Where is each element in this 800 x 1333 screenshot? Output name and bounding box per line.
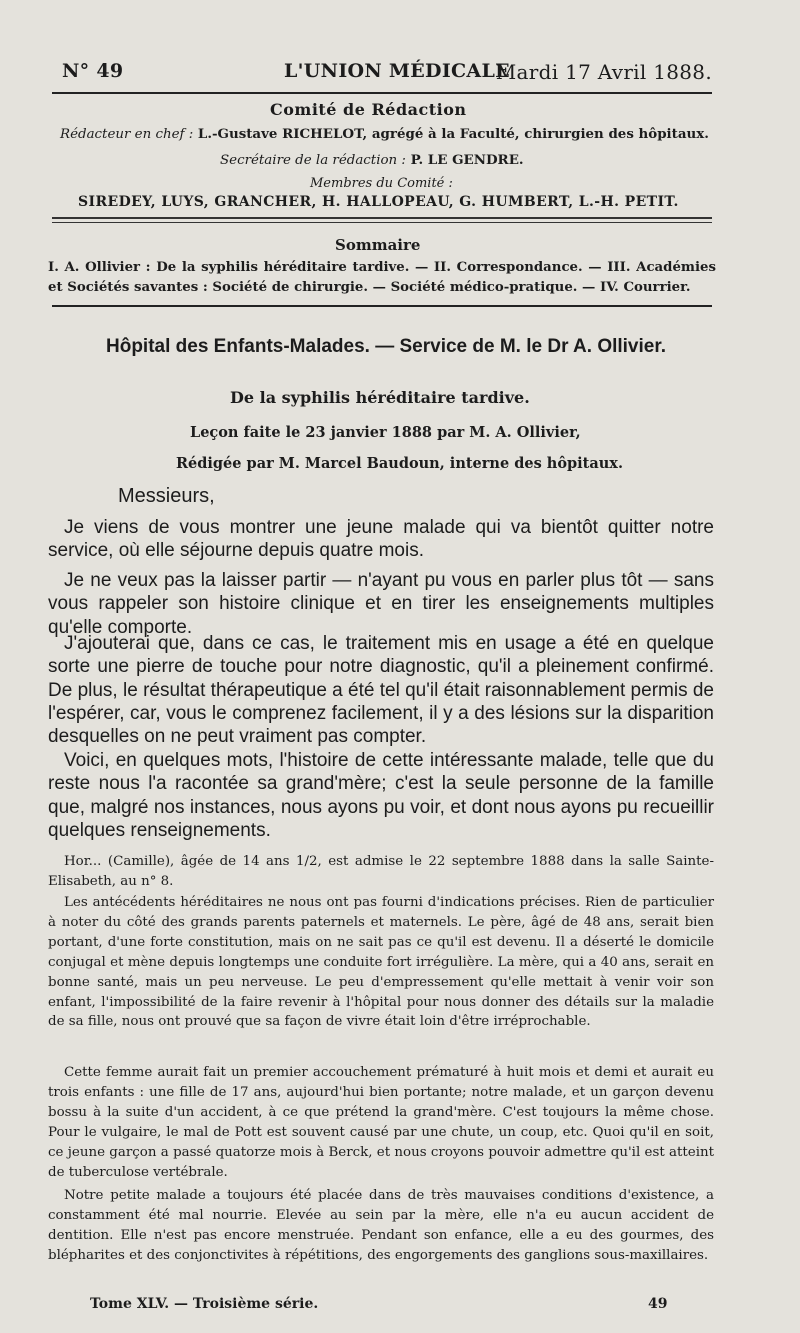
committee-title: Comité de Rédaction: [270, 100, 467, 119]
chief-editor-line: [60, 126, 709, 142]
case-paragraph: Cette femme aurait fait un premier accouchement prématuré à huit mois et demi et aurait eu trois enfants : une fille de 17 ans, aujourd'hui bien portante; notre malade, et un garçon devenu bossu à la suite d'un accident, à ce que prétend la grand'mère. C'est toujours la même chose. Pour le vulgaire, le mal de Pott est souvent causé par une chute, un coup, etc. Quoi qu'il en soit, ce jeune garçon a passé quatorze mois à Berck, et nous croyons pouvoir admettre qu'il est atteint de tuberculose vertébrale.: [48, 1065, 714, 1180]
contents-title: Sommaire: [335, 236, 421, 254]
members-list: SIREDEY, LUYS, GRANCHER, H. HALLOPEAU, G. HUMBERT, L.-H. PETIT.: [78, 194, 679, 210]
header-rule: [52, 92, 712, 94]
case-paragraph: Hor... (Camille), âgée de 14 ans 1/2, est admise le 22 septembre 1888 dans la salle Sainte-Elisabeth, au n° 8.: [48, 854, 714, 889]
secretary-label: Secrétaire de la rédaction :: [220, 153, 406, 168]
salutation: Messieurs,: [118, 485, 215, 507]
chief-label: Rédacteur en chef :: [60, 127, 194, 142]
committee-rule-thick: [52, 217, 712, 219]
committee-rule-thin: [52, 222, 712, 223]
contents-text: I. A. Ollivier : De la syphilis héréditaire tardive. — II. Correspondance. — III. Académies et Sociétés savantes : Société de chirurgie. — Société médico-pratique. — IV. Courrier.: [48, 260, 716, 295]
contents-rule: [52, 305, 712, 307]
service-heading: Hôpital des Enfants-Malades. — Service de M. le Dr A. Ollivier.: [106, 336, 666, 357]
body-paragraph: Je ne veux pas la laisser partir — n'ayant pu vous en parler plus tôt — sans vous rappeler son histoire clinique et en tirer les enseignements multiples qu'elle comporte.: [48, 570, 714, 638]
volume-footer: Tome XLV. — Troisième série.: [90, 1296, 319, 1312]
body-paragraph: J'ajouterai que, dans ce cas, le traitement mis en usage a été en quelque sorte une pierre de touche pour notre diagnostic, qu'il a pleinement confirmé. De plus, le résultat thérapeutique a été tel qu'il était raisonnablement permis de l'espérer, car, vous le comprenez facilement, il y a des lésions sur la disparition desquelles on ne peut vraiment pas compter.: [48, 633, 714, 748]
body-paragraph: Voici, en quelques mots, l'histoire de cette intéressante malade, telle que du reste nous l'a racontée sa grand'mère; c'est la seule personne de la famille que, malgré nos instances, nous ayons pu voir, et dont nous ayons pu recueillir quelques renseignements.: [48, 750, 714, 841]
journal-title: L'UNION MÉDICALE: [284, 60, 510, 82]
secretary-text: P. LE GENDRE.: [410, 152, 524, 168]
secretary-line: [220, 152, 524, 168]
members-label: Membres du Comité :: [310, 176, 453, 191]
issue-number: N° 49: [62, 60, 124, 82]
running-header: [62, 60, 712, 92]
author-line: Rédigée par M. Marcel Baudoun, interne des hôpitaux.: [176, 455, 624, 472]
body-paragraph: Je viens de vous montrer une jeune malade qui va bientôt quitter notre service, où elle séjourne depuis quatre mois.: [48, 517, 714, 562]
case-paragraph: Notre petite malade a toujours été placée dans de très mauvaises conditions d'existence, a constamment été mal nourrie. Elevée au sein par la mère, elle n'a eu aucun accident de dentition. Elle n'est pas encore menstruée. Pendant son enfance, elle a eu des gourmes, des blépharites et des conjonctivites à répétitions, des engorgements des ganglions sous-maxillaires.: [48, 1188, 714, 1263]
lecture-line: Leçon faite le 23 janvier 1888 par M. A. Ollivier,: [190, 424, 581, 441]
article-title: De la syphilis héréditaire tardive.: [230, 388, 530, 407]
chief-text: L.-Gustave RICHELOT, agrégé à la Faculté, chirurgien des hôpitaux.: [197, 126, 709, 142]
case-paragraph: Les antécédents héréditaires ne nous ont pas fourni d'indications précises. Rien de particulier à noter du côté des grands parents paternels et maternels. Le père, âgé de 48 ans, serait bien portant, d'une forte constitution, mais on ne sait pas ce qu'il est devenu. Il a déserté le domicile conjugal et mène depuis longtemps une conduite fort irrégulière. La mère, qui a 40 ans, serait en bonne santé, mais un peu nerveuse. Le peu d'empressement qu'elle mettait à venir voir son enfant, l'impossibilité de la faire revenir à l'hôpital pour nous donner des détails sur la maladie de sa fille, nous ont prouvé que sa façon de vivre était loin d'être irréprochable.: [48, 895, 714, 1030]
page-number: 49: [648, 1296, 668, 1312]
issue-date: Mardi 17 Avril 1888.: [495, 60, 712, 84]
